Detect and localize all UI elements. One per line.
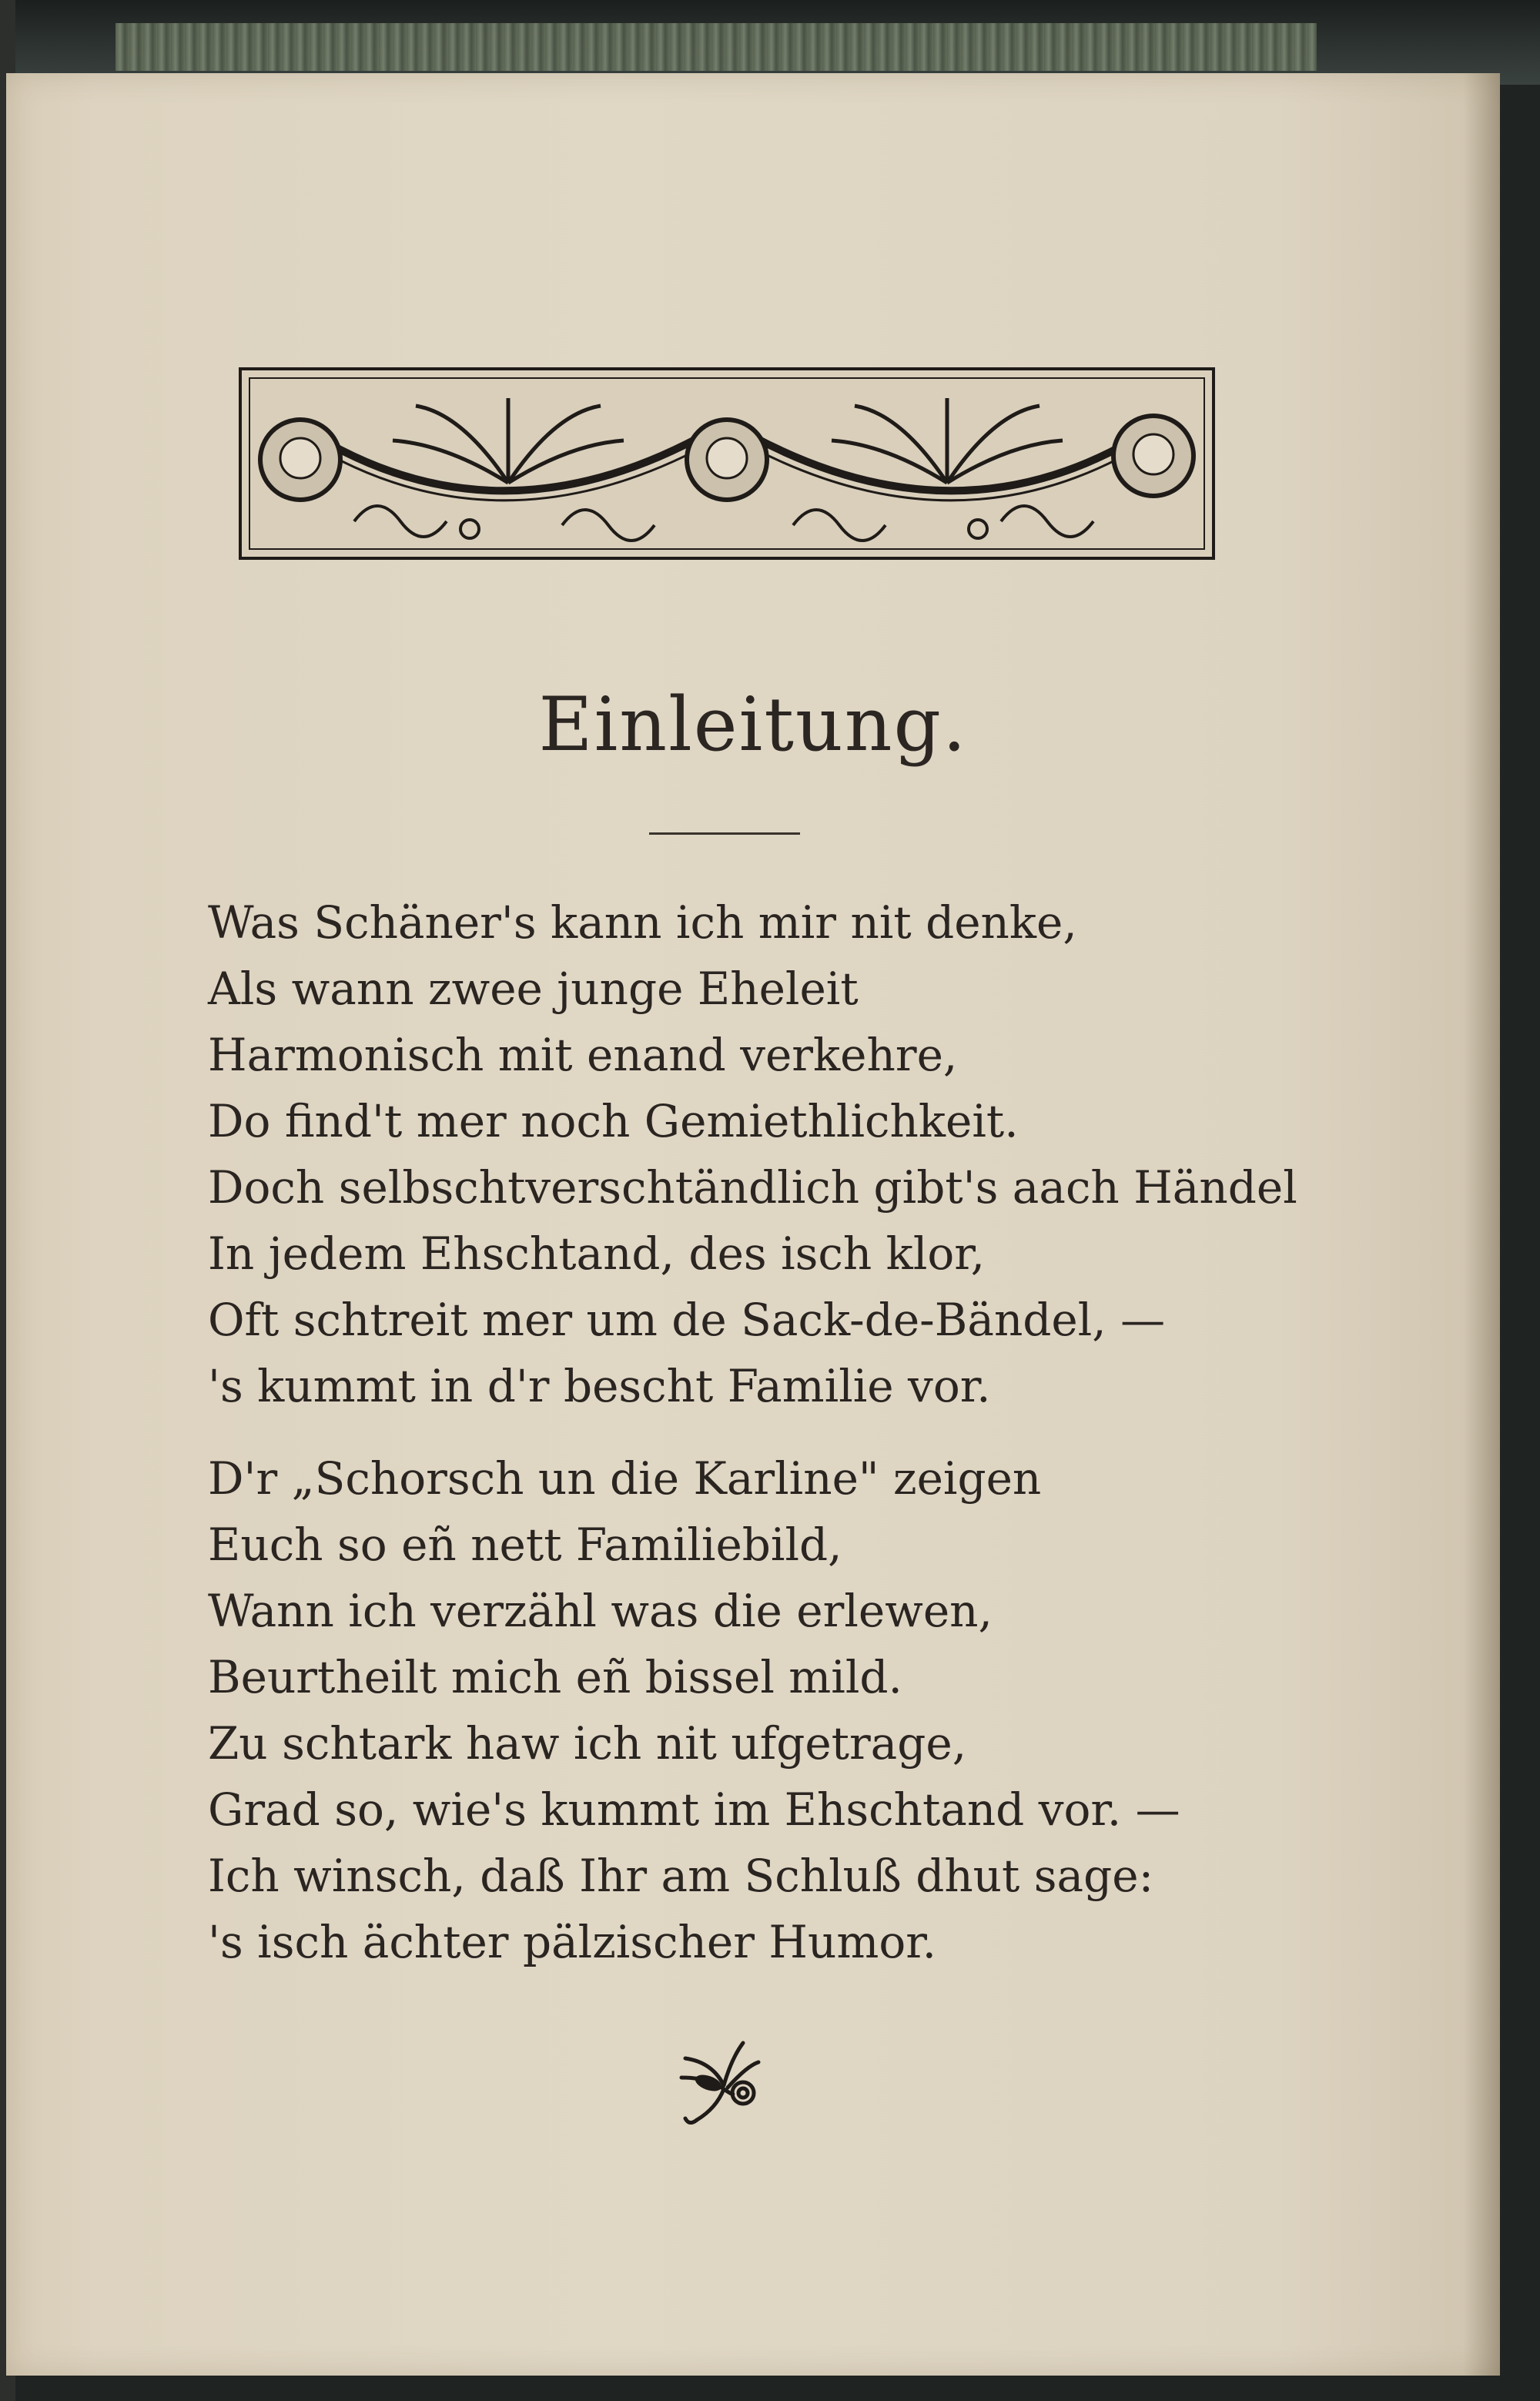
stanza-1 bbox=[208, 889, 1297, 1419]
verse-line: Was Schäner's kann ich mir nit denke, bbox=[208, 896, 1077, 949]
title-divider bbox=[649, 832, 800, 835]
verse-line: Grad so, wie's kummt im Ehschtand vor. — bbox=[208, 1783, 1180, 1836]
verse-line: Als wann zwee junge Eheleit bbox=[208, 963, 859, 1015]
page-title: Einleitung. bbox=[538, 681, 968, 768]
verse-line: Harmonisch mit enand verkehre, bbox=[208, 1029, 958, 1081]
verse-line: 's kummt in d'r bescht Familie vor. bbox=[208, 1360, 991, 1412]
ornamental-headpiece-icon bbox=[239, 367, 1215, 560]
fleuron-icon bbox=[670, 2035, 770, 2135]
verse-line: Euch so eñ nett Familiebild, bbox=[208, 1519, 842, 1571]
verse-line: D'r „Schorsch un die Karline" zeigen bbox=[208, 1452, 1042, 1505]
book-page bbox=[6, 73, 1500, 2376]
verse-line: 's isch ächter pälzischer Humor. bbox=[208, 1916, 937, 1968]
verse-line: Ich winsch, daß Ihr am Schluß dhut sage: bbox=[208, 1850, 1154, 1902]
verse-line: Wann ich verzähl was die erlewen, bbox=[208, 1585, 993, 1637]
cover-binding-strip bbox=[116, 23, 1317, 71]
verse-line: Do find't mer noch Gemiethlichkeit. bbox=[208, 1095, 1019, 1147]
verse-line: Doch selbschtverschtändlich gibt's aach Händel bbox=[208, 1161, 1297, 1214]
page-gutter-shadow bbox=[1463, 73, 1500, 2376]
verse-line: Zu schtark haw ich nit ufgetrage, bbox=[208, 1717, 967, 1770]
verse-line: In jedem Ehschtand, des isch klor, bbox=[208, 1227, 986, 1280]
stanza-2 bbox=[208, 1445, 1180, 1975]
verse-line: Oft schtreit mer um de Sack-de-Bändel, — bbox=[208, 1294, 1166, 1346]
verse-line: Beurtheilt mich eñ bissel mild. bbox=[208, 1651, 902, 1703]
